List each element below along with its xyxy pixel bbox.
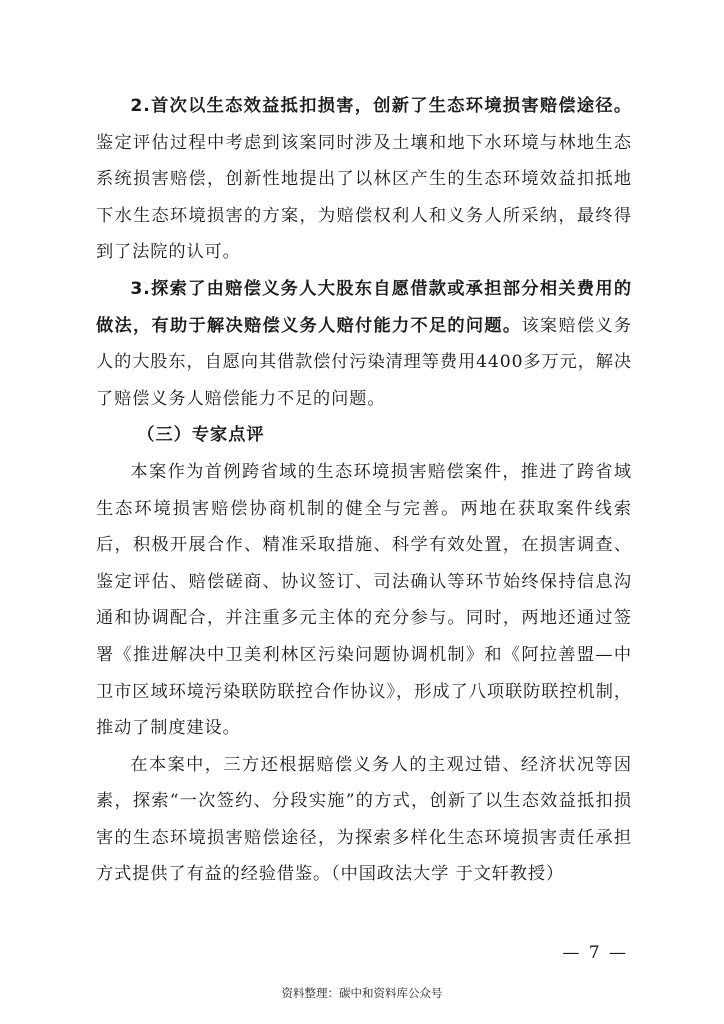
document-body bbox=[96, 88, 632, 893]
paragraph-expert-review: 本案作为首例跨省域的生态环境损害赔偿案件，推进了跨省域生态环境损害赔偿协商机制的健全与完善。两地在获取案件线索后，积极开展合作、精准采取措施、科学有效处置，在损害调查、鉴定评估、赔偿磋商、协议签订、司法确认等环节始终保持信息沟通和协调配合，并注重多元主体的充分参与。同时，两地还通过签署《推进解决中卫美利林区污染问题协调机制》和《阿拉善盟—中卫市区域环境污染联防联控合作协议》，形成了八项联防联控机制，推动了制度建设。 bbox=[96, 461, 632, 739]
paragraph-first-effect bbox=[96, 88, 632, 271]
paragraph-first-effect-lead: 2.首次以生态效益抵扣损害，创新了生态环境损害赔偿途径。 bbox=[130, 96, 632, 116]
paragraph-first-effect-text: 鉴定评估过程中考虑到该案同时涉及土壤和地下水环境与林地生态系统损害赔偿，创新性地提出了以林区产生的生态环境效益扣抵地下水生态环境损害的方案，为赔偿权利人和义务人所采纳，最终得到了法院的认可。 bbox=[96, 132, 632, 263]
footer-source-note: 资料整理：碳中和资料库公众号 bbox=[281, 986, 443, 1000]
section-heading-expert-review: （三）专家点评 bbox=[137, 425, 265, 446]
paragraph-shareholder-loan-lead: 3.探索了由赔偿义务人大股东自愿借款或承担部分相关费用的做法，有助于解决赔偿义务人赔付能力不足的问题。 bbox=[96, 278, 632, 336]
paragraph-shareholder-loan bbox=[96, 271, 632, 417]
paragraph-shareholder-loan-text: 该案赔偿义务人的大股东，自愿向其借款偿付污染清理等费用4400多万元，解决了赔偿义务人赔偿能力不足的问题。 bbox=[96, 315, 633, 409]
page-number: — 7 — bbox=[562, 943, 628, 963]
paragraph-conclusion: 在本案中，三方还根据赔偿义务人的主观过错、经济状况等因素，探索“一次签约、分段实施”的方式，创新了以生态效益抵扣损害的生态环境损害赔偿途径，为探索多样化生态环境损害责任承担方式提供了有益的经验借鉴。（中国政法大学 于文轩教授） bbox=[96, 754, 632, 885]
